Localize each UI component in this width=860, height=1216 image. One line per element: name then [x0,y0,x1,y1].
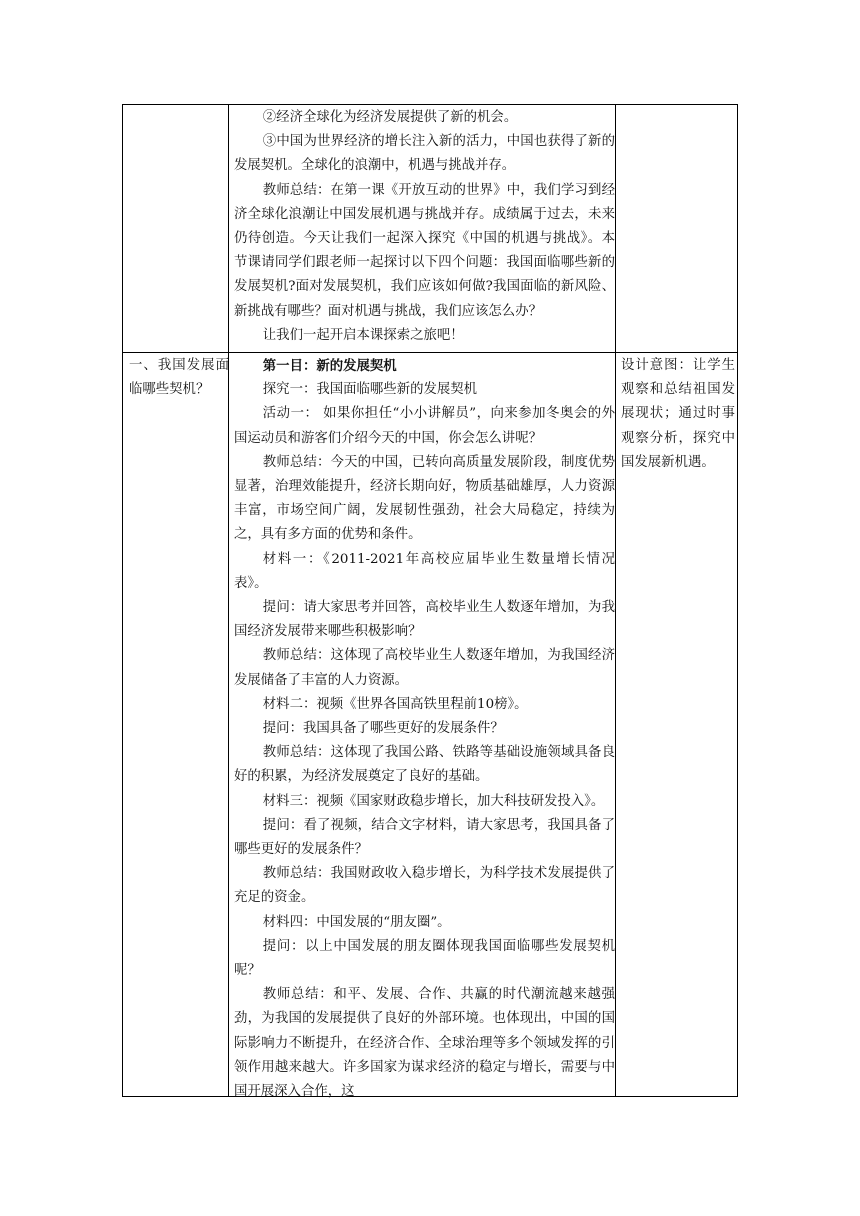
section-title: 一、我国发展面临哪些契机？ [129,358,229,398]
row1-content-cell [234,106,615,348]
paragraph: 材料四：中国发展的“朋友圈”。 [262,914,451,930]
lesson-plan-table [122,104,738,1100]
design-intent-cell [621,354,735,475]
paragraph: 让我们一起开启本课探索之旅吧！ [262,327,464,343]
paragraph: 教师总结：和平、发展、合作、共赢的时代潮流越来越强劲，为我国的发展提供了良好的外部环境。也体现出，中国的国际影响力不断提升，在经济合作、全球治理等多个领域发挥的引领作用越来越大。许多国家为谋求经济的稳定与增长，需要与中国开展深入合作，这 [234,987,615,1100]
paragraph: 提问：看了视频，结合文字材料，请大家思考，我国具备了哪些更好的发展条件？ [234,817,615,858]
row-divider [123,352,737,353]
paragraph: 材料一：《2011-2021年高校应届毕业生数量增长情况表》。 [234,551,615,591]
column-divider [228,105,229,1096]
paragraph: 提问：以上中国发展的朋友圈体现我国面临哪些发展契机呢？ [234,938,615,979]
paragraph: 教师总结：今天的中国，已转向高质量发展阶段，制度优势显著，治理效能提升，经济长期向好，物质基础雄厚，人力资源丰富，市场空间广阔，发展韧性强劲，社会大局稳定，持续为之，具有多方面的优势和条件。 [234,454,615,543]
subsection-heading: 第一目：新的发展契机 [262,358,397,374]
design-intent: 设计意图：让学生观察和总结祖国发展现状；通过时事观察分析，探究中国发展新机遇。 [621,358,735,470]
paragraph: 教师总结：我国财政收入稳步增长，为科学技术发展提供了充足的资金。 [234,866,615,906]
paragraph: 教师总结：这体现了高校毕业生人数逐年增加，为我国经济发展储备了丰富的人力资源。 [234,648,615,688]
paragraph: 教师总结：这体现了我国公路、铁路等基础设施领域具备良好的积累，为经济发展奠定了良好的基础。 [234,745,615,785]
column-divider [615,105,616,1096]
paragraph: ③中国为世界经济的增长注入新的活力，中国也获得了新的发展契机。全球化的浪潮中，机遇与挑战并存。 [234,134,615,174]
paragraph: 探究一：我国面临哪些新的发展契机 [262,382,478,398]
paragraph: 材料三：视频《国家财政稳步增长，加大科技研发投入》。 [262,793,605,809]
paragraph: 教师总结：在第一课《开放互动的世界》中，我们学习到经济全球化浪潮让中国发展机遇与挑战并存。成绩属于过去，未来仍待创造。今天让我们一起深入探究《中国的机遇与挑战》。本节课请同学们跟老师一起探讨以下四个问题：我国面临哪些新的发展契机?面对发展契机，我们应该如何做?我国面临的新风险、新挑战有哪些？面对机遇与挑战，我们应该怎么办？ [234,182,615,319]
row2-content-cell [234,354,615,1104]
paragraph: 提问：我国具备了哪些更好的发展条件？ [262,721,504,737]
paragraph: 活动一： 如果你担任“小小讲解员”，向来参加冬奥会的外国运动员和游客们介绍今天的中国，你会怎么讲呢？ [234,406,615,446]
paragraph: 材料二：视频《世界各国高铁里程前10榜》。 [262,696,528,712]
paragraph: ②经济全球化为经济发展提供了新的机会。 [262,110,518,125]
paragraph: 提问：请大家思考并回答，高校毕业生人数逐年增加，为我国经济发展带来哪些积极影响？ [234,600,615,640]
section-title-cell [129,354,229,402]
